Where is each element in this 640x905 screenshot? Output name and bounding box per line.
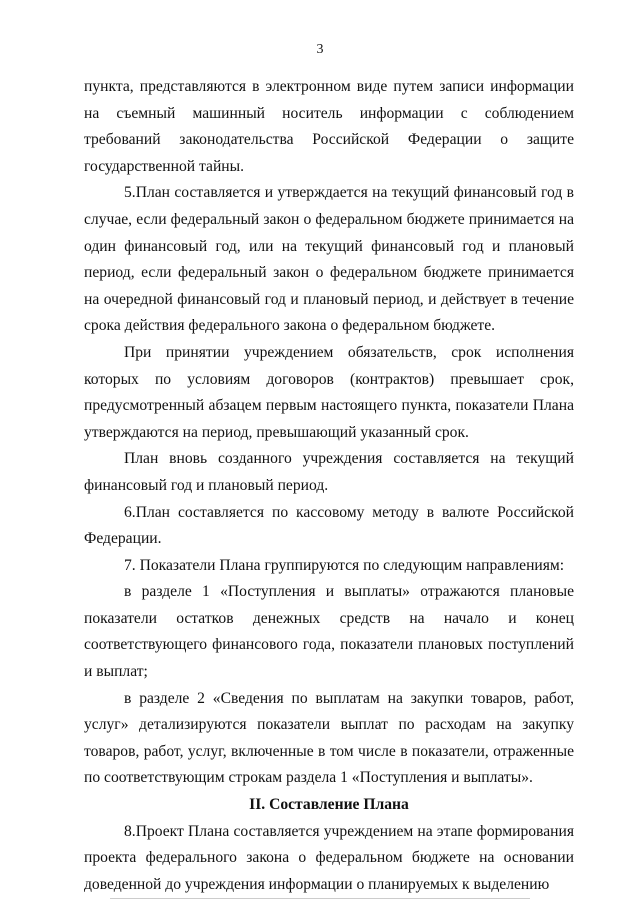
paragraph-item-5: 5.План составляется и утверждается на текущий финансовый год в случае, если федеральный закон о федеральном бюджете принимается на один финансовый год, или на текущий финансовый год и плановый период, если федеральный закон о федеральном бюджете принимается на очередной финансовый год и плановый период, и действует в течение срока действия федерального закона о федеральном бюджете.: [84, 184, 574, 335]
paragraph-obligations: При принятии учреждением обязательств, срок исполнения которых по условиям договоров (контрактов) превышает срок, предусмотренный абзацем первым настоящего пункта, показатели Плана утверждаются на период, превышающий указанный срок.: [84, 343, 574, 441]
scan-edge-divider: [110, 898, 530, 899]
paragraph-item-6: 6.План составляется по кассовому методу в валюте Российской Федерации.: [84, 503, 574, 548]
paragraph-continuation: пункта, представляются в электронном виде путем записи информации на съемный машинный носитель информации с соблюдением требований законодательства Российской Федерации о защите государственной тайны.: [84, 78, 574, 175]
section-heading: II. Составление Плана: [249, 796, 409, 814]
document-body: [84, 74, 574, 898]
paragraph-section-1: в разделе 1 «Поступления и выплаты» отражаются плановые показатели остатков денежных средств на начало и конец соответствующего финансового года, показатели плановых поступлений и выплат;: [84, 583, 574, 681]
page-number: 3: [316, 42, 324, 57]
paragraph-item-8: 8.Проект Плана составляется учреждением на этапе формирования проекта федерального закона о федеральном бюджете на основании доведенной до учреждения информации о планируемых к выделению: [84, 822, 574, 893]
paragraph-new-institution: План вновь созданного учреждения составляется на текущий финансовый год и плановый период.: [84, 450, 574, 494]
paragraph-item-7: 7. Показатели Плана группируются по следующим направлениям:: [124, 556, 565, 574]
paragraph-section-2: в разделе 2 «Сведения по выплатам на закупки товаров, работ, услуг» детализируются показатели выплат по расходам на закупку товаров, работ, услуг, включенные в том числе в показатели, отраженные по соответствующим строкам раздела 1 «Поступления и выплаты».: [84, 689, 574, 787]
